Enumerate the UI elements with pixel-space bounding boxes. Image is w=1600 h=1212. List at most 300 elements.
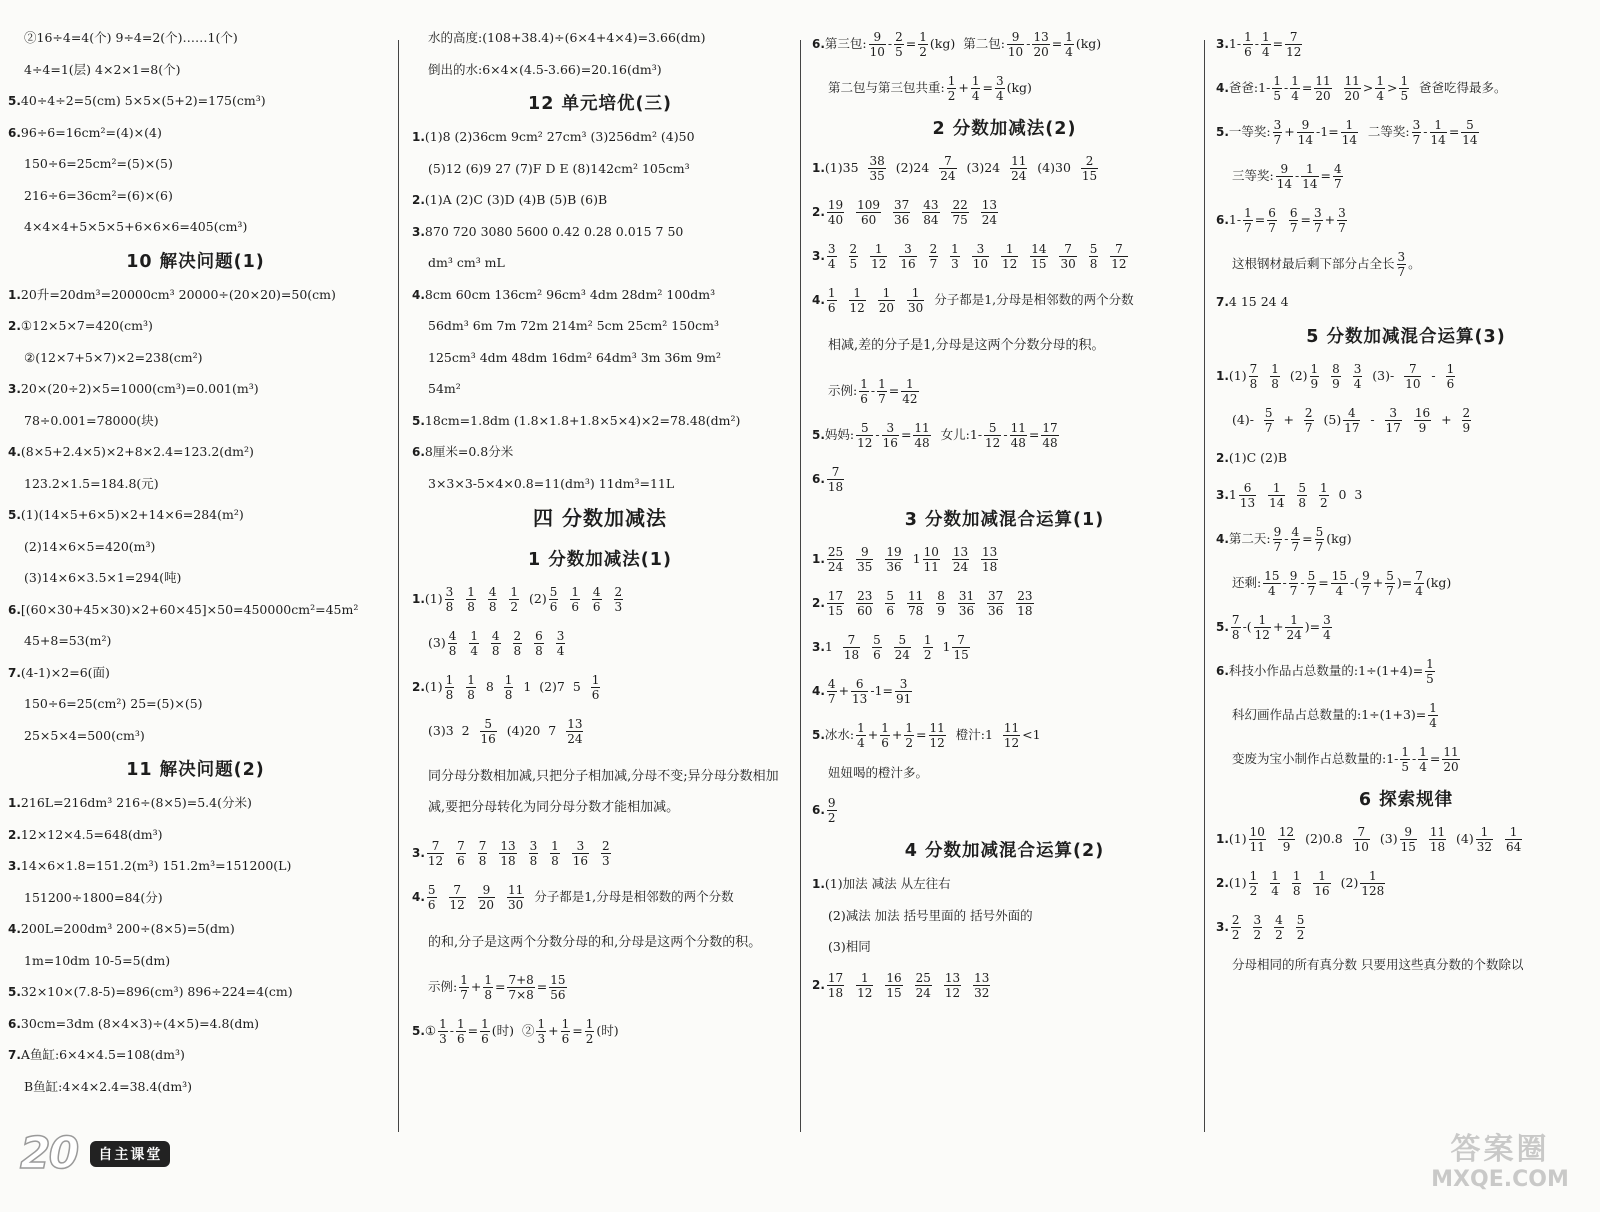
fraction-denominator: 8: [467, 688, 475, 702]
answer-text: (2): [1332, 875, 1359, 890]
fraction-numerator: 5: [549, 585, 558, 599]
fraction-denominator: 8: [535, 644, 543, 658]
fraction: [856, 198, 881, 227]
fraction-numerator: 1: [971, 74, 980, 88]
question-number: 6.: [812, 803, 825, 817]
question-number: 1.: [812, 551, 825, 566]
fraction: [1064, 30, 1074, 59]
answer-text: (8×5+2.4×5)×2+8×2.4=123.2(dm²): [20, 444, 254, 459]
question-number: 1.: [8, 796, 21, 810]
fraction-denominator: 8: [1089, 257, 1098, 271]
fraction-denominator: 12: [857, 985, 873, 1000]
fraction: [893, 198, 910, 227]
fraction-numerator: 1: [571, 585, 579, 599]
fraction-denominator: 9: [1282, 840, 1291, 854]
answer-text: 8: [477, 679, 502, 694]
fraction-denominator: 12: [449, 897, 465, 912]
fraction: [1110, 242, 1127, 271]
fraction: [1462, 406, 1472, 435]
answer-line: [812, 589, 1197, 618]
fraction-numerator: 4: [592, 585, 601, 599]
fraction-denominator: 30: [1060, 257, 1076, 271]
answer-text: 科幻画作品占总数量的:1÷(1+3)=: [1232, 707, 1427, 722]
answer-text: 216÷6=36cm²=(6)×(6): [24, 187, 173, 203]
fraction: [1399, 74, 1409, 103]
fraction: [1446, 362, 1456, 391]
fraction-denominator: 7: [1264, 420, 1273, 435]
fraction-denominator: 24: [1286, 628, 1302, 642]
fraction-denominator: 8: [478, 853, 487, 868]
fraction: [1310, 362, 1320, 391]
fraction: [1010, 421, 1027, 450]
answer-text: 这根钢材最后剩下部分占全长: [1232, 256, 1395, 271]
fraction-denominator: 12: [849, 301, 865, 315]
fraction-numerator: 1: [1400, 74, 1409, 88]
fraction-numerator: 9: [1400, 825, 1417, 840]
fraction-denominator: 2: [919, 45, 927, 59]
answer-text: [446, 845, 454, 860]
fraction: [827, 677, 837, 706]
fraction-numerator: 10: [1249, 825, 1265, 839]
answer-text: -1=: [1316, 124, 1339, 139]
fraction-numerator: 2: [895, 30, 903, 44]
question-number: 2.: [412, 680, 425, 694]
fraction-denominator: 30: [507, 897, 524, 912]
fraction-denominator: 9: [937, 603, 945, 618]
fraction: [958, 589, 975, 618]
answer-text: +: [1275, 411, 1302, 427]
fraction: [1253, 913, 1263, 942]
answer-text: [1282, 875, 1290, 890]
fraction-denominator: 12: [871, 257, 887, 271]
section-heading: 6 探索规律: [1358, 790, 1454, 810]
fraction-denominator: 4: [971, 89, 980, 103]
answer-line: [8, 795, 383, 811]
fraction-denominator: 7: [460, 988, 468, 1002]
fraction-numerator: 1: [457, 1017, 465, 1031]
fraction-denominator: 8: [1292, 884, 1301, 898]
fraction: [1442, 745, 1459, 774]
fraction-denominator: 60: [860, 213, 877, 227]
fraction: [1361, 569, 1371, 598]
answer-line: [812, 74, 1197, 103]
fraction-numerator: 9: [1007, 30, 1024, 45]
question-number: 6.: [812, 37, 825, 51]
question-number: 2.: [1216, 450, 1229, 465]
fraction-denominator: 48: [1010, 435, 1026, 450]
fraction-numerator: 5: [1264, 405, 1273, 420]
fraction: [849, 286, 866, 315]
fraction-denominator: 8: [529, 853, 538, 868]
answer-text: =: [1302, 531, 1313, 546]
answer-text: 40÷4÷2=5(cm) 5×5×(5+2)=175(cm³): [20, 93, 266, 108]
fraction: [1314, 74, 1331, 103]
fraction: [1360, 869, 1385, 898]
fraction-numerator: 5: [886, 588, 895, 603]
fraction-numerator: 7: [1353, 825, 1370, 840]
answer-line: [1216, 569, 1596, 598]
answer-text: (1)A (2)C (3)D (4)B (5)B (6)B: [424, 192, 608, 207]
answer-text: -: [1254, 36, 1259, 51]
answer-text: 1: [824, 638, 841, 654]
fraction-numerator: 9: [856, 545, 873, 560]
answer-text: (1)35: [824, 160, 867, 175]
fraction-numerator: 13: [500, 838, 516, 853]
answer-line: [412, 318, 788, 334]
answer-text: [1404, 412, 1412, 427]
fraction-denominator: 6: [457, 853, 465, 868]
answer-line: [8, 350, 383, 366]
fraction: [1322, 613, 1332, 642]
fraction: [1292, 869, 1302, 898]
answer-text: 32×10×(7.8-5)=896(cm³) 896÷224=4(cm): [20, 984, 293, 999]
fraction: [1285, 30, 1302, 59]
fraction-numerator: 1: [460, 973, 468, 987]
answer-line: [1216, 657, 1596, 686]
fraction: [438, 1017, 448, 1046]
answer-text: =: [1300, 212, 1311, 227]
fraction-denominator: 4: [1065, 45, 1073, 59]
answer-line: [812, 545, 1197, 574]
fraction-numerator: 1: [510, 585, 519, 599]
fraction: [614, 585, 624, 614]
fraction: [591, 673, 601, 702]
fraction: [952, 545, 969, 574]
fraction-numerator: 3: [899, 242, 916, 257]
answer-text: [1286, 919, 1294, 934]
answer-text: (时): [596, 1023, 619, 1038]
fraction: [1263, 569, 1280, 598]
fraction-numerator: 7: [1059, 242, 1076, 257]
fraction-denominator: 6: [886, 603, 895, 618]
fraction-numerator: 7+8: [508, 973, 534, 987]
fraction-numerator: 1: [591, 673, 600, 687]
answer-text: =: [494, 979, 506, 994]
fraction-numerator: 2: [602, 838, 610, 853]
answer-text: [497, 889, 505, 904]
fraction: [561, 1017, 571, 1046]
answer-text: 20升=20dm³=20000cm³ 20000÷(20×20)=50(cm): [20, 286, 336, 302]
fraction-denominator: 2: [947, 89, 956, 103]
column-2: [412, 30, 788, 1061]
fraction-denominator: 36: [958, 603, 975, 618]
question-number: 2.: [812, 205, 825, 219]
answer-text: (1): [424, 591, 443, 606]
fraction-numerator: 1: [1505, 825, 1522, 840]
answer-line: [1216, 206, 1596, 235]
fraction-numerator: 5: [1296, 913, 1305, 927]
fraction-numerator: 7: [1415, 569, 1423, 583]
column-1: [8, 30, 383, 1110]
fraction: [469, 629, 479, 658]
answer-text: A鱼缸:6×4×4.5=108(dm³): [20, 1047, 185, 1062]
question-number: 4.: [1216, 81, 1229, 95]
fraction: [1430, 118, 1447, 147]
fraction-denominator: 4: [1353, 376, 1362, 391]
fraction-denominator: 48: [1042, 435, 1058, 450]
fraction-denominator: 20: [1315, 89, 1331, 103]
answer-line: [8, 30, 383, 46]
answer-text: 冰水:: [824, 726, 855, 742]
fraction: [1030, 242, 1047, 271]
fraction-denominator: 4: [1376, 89, 1384, 103]
fraction: [895, 677, 912, 706]
answer-text: =: [1429, 751, 1441, 766]
fraction-denominator: 7×8: [508, 988, 534, 1002]
fraction-numerator: 1: [551, 838, 559, 853]
answer-text: [1334, 80, 1342, 95]
answer-text: 水的高度:(108+38.4)÷(6×4+4×4)=3.66(dm): [428, 30, 706, 45]
fraction-numerator: 4: [1334, 162, 1342, 176]
fraction-denominator: 35: [857, 559, 873, 574]
answer-text: (3)14×6×3.5×1=294(吨): [24, 570, 182, 585]
answer-line: [412, 224, 788, 240]
answer-line: [812, 242, 1197, 271]
fraction-numerator: 4: [488, 585, 497, 599]
answer-line: [8, 381, 383, 397]
answer-text: [524, 635, 532, 650]
fraction: [827, 545, 844, 574]
question-number: 3.: [1216, 37, 1229, 51]
answer-text: (2)24: [887, 160, 938, 175]
answer-line: [8, 665, 383, 681]
answer-text: 。: [1408, 256, 1421, 271]
fraction-numerator: 1: [1429, 701, 1437, 715]
fraction-numerator: 17: [1042, 420, 1058, 435]
question-number: 2.: [812, 977, 825, 992]
question-number: 1.: [1216, 368, 1229, 383]
answer-line: [8, 570, 383, 586]
fraction-numerator: 2: [1081, 154, 1098, 169]
answer-line: [812, 198, 1197, 227]
watermark-url: MXQE.COM: [1431, 1167, 1569, 1192]
answer-line: [412, 883, 788, 912]
fraction-numerator: 5: [480, 717, 497, 732]
answer-text: [934, 977, 942, 992]
fraction: [870, 242, 887, 271]
fraction: [1270, 869, 1280, 898]
answer-text: [1303, 875, 1311, 890]
answer-text: ①: [424, 1023, 437, 1038]
answer-text: [1050, 248, 1058, 263]
fraction-numerator: 7: [457, 838, 465, 853]
fraction-numerator: 2: [1462, 405, 1471, 420]
answer-text: (kg): [1075, 36, 1102, 51]
fraction-denominator: 18: [982, 559, 998, 574]
fraction: [1289, 569, 1299, 598]
fraction-denominator: 10: [1353, 840, 1369, 854]
fraction: [1239, 481, 1256, 510]
fraction: [1461, 118, 1478, 147]
answer-text: +: [470, 979, 482, 994]
fraction-denominator: 12: [1254, 628, 1270, 642]
fraction-numerator: 22: [952, 198, 968, 212]
fraction-denominator: 20: [478, 897, 495, 912]
fraction-numerator: 1: [905, 720, 914, 735]
answer-text: [456, 679, 464, 694]
fraction-numerator: 13: [1033, 30, 1049, 44]
question-number: 6.: [812, 471, 825, 486]
answer-text: -(: [1350, 575, 1360, 590]
section-heading: 4 分数加减混合运算(2): [904, 841, 1105, 861]
answer-text: [1309, 487, 1317, 502]
answer-text: [503, 635, 511, 650]
answer-text: 12×12×4.5=648(dm³): [20, 826, 163, 842]
fraction-numerator: 1: [1065, 30, 1073, 44]
fraction: [1385, 569, 1395, 598]
fraction-denominator: 10: [1405, 376, 1421, 391]
answer-text: =: [900, 426, 912, 442]
fraction: [1254, 613, 1271, 642]
answer-text: [1321, 368, 1329, 383]
fraction: [1341, 118, 1358, 147]
fraction-denominator: 2: [905, 735, 914, 750]
answer-text: [1279, 212, 1287, 227]
fraction-denominator: 12: [985, 435, 1001, 450]
answer-text: -: [1026, 36, 1031, 51]
answer-text: =: [572, 1023, 583, 1038]
fraction: [1278, 825, 1295, 854]
fraction-numerator: 11: [507, 882, 524, 897]
answer-text: [1260, 875, 1268, 890]
fraction-numerator: 1: [484, 973, 492, 987]
answer-text: [1258, 487, 1266, 502]
fraction-denominator: 6: [561, 1032, 570, 1046]
fraction-denominator: 8: [467, 600, 475, 614]
answer-line: [412, 585, 788, 614]
fraction: [1243, 206, 1253, 235]
answer-line: [812, 154, 1197, 183]
fraction-numerator: 1: [1376, 74, 1384, 88]
fraction-denominator: 14: [1297, 133, 1314, 147]
answer-text: 151200÷1800=84(分): [24, 889, 163, 905]
fraction-numerator: 7: [1231, 613, 1240, 627]
answer-text: ②(12×7+5×7)×2=238(cm²): [24, 349, 203, 365]
fraction-numerator: 7: [952, 633, 969, 648]
fraction-numerator: 6: [1239, 481, 1256, 496]
answer-text: 125cm³ 4dm 48dm 16dm² 64dm³ 3m 36m 9m²: [428, 349, 722, 365]
fraction-denominator: 56: [550, 988, 566, 1002]
question-number: 5.: [1216, 620, 1229, 634]
fraction-denominator: 8: [488, 600, 497, 614]
answer-line: [812, 633, 1197, 662]
answer-line: [8, 62, 383, 78]
brand-badge: 自主课堂: [90, 1141, 170, 1167]
fraction-denominator: 16: [1314, 884, 1330, 898]
fraction-numerator: 11: [1011, 154, 1027, 168]
fraction-numerator: 3: [972, 242, 989, 257]
fraction-denominator: 7: [1307, 584, 1316, 598]
answer-line: [1216, 869, 1596, 898]
answer-line: [812, 939, 1197, 955]
fraction-denominator: 7: [1362, 584, 1370, 598]
fraction: [1297, 481, 1307, 510]
fraction-numerator: 37: [894, 198, 910, 212]
answer-line: [1216, 913, 1596, 942]
fraction-denominator: 12: [427, 853, 444, 868]
fraction-denominator: 7: [1315, 540, 1324, 554]
fraction-denominator: 24: [940, 169, 956, 183]
fraction-denominator: 6: [827, 301, 836, 315]
answer-line: [812, 876, 1197, 892]
answer-text: 示例:: [828, 382, 858, 398]
fraction-denominator: 84: [923, 213, 939, 227]
fraction-numerator: 3: [529, 838, 538, 853]
fraction-numerator: 2: [849, 242, 858, 256]
answer-text: [940, 248, 948, 263]
answer-text: 96÷6=16cm²=(4)×(4): [20, 124, 162, 140]
fraction-numerator: 13: [567, 717, 583, 731]
fraction-numerator: 1: [439, 1017, 447, 1031]
section-heading: 5 分数加减混合运算(3): [1306, 326, 1506, 347]
answer-text: -: [1362, 411, 1383, 427]
fraction: [1418, 745, 1428, 774]
fraction: [488, 585, 498, 614]
fraction-denominator: 4: [827, 257, 836, 271]
fraction: [1010, 154, 1027, 183]
answer-text: =: [1051, 36, 1063, 51]
fraction-denominator: 12: [1111, 257, 1127, 271]
answer-line: [812, 30, 1197, 59]
answer-text: -: [1284, 531, 1289, 546]
answer-line: [8, 1016, 383, 1032]
fraction: [856, 589, 873, 618]
fraction: [427, 839, 444, 868]
answer-line: [1216, 118, 1596, 147]
question-number: 4.: [412, 287, 425, 302]
answer-line: [8, 219, 383, 235]
fraction: [1089, 242, 1099, 271]
answer-line: [812, 286, 1197, 315]
fraction-numerator: 38: [869, 154, 885, 168]
fraction: [868, 154, 885, 183]
fraction: [894, 30, 904, 59]
answer-line: [8, 318, 383, 334]
question-number: 3.: [412, 224, 425, 239]
answer-text: 爸爸:1-: [1228, 80, 1271, 95]
answer-text: (1)8 (2)36cm 9cm² 27cm³ (3)256dm² (4)50: [424, 129, 695, 144]
fraction-denominator: 15: [1031, 257, 1047, 271]
fraction-numerator: 2: [513, 629, 522, 643]
question-number: 7.: [1216, 295, 1229, 309]
answer-text: 变废为宝小制作占总数量的:1-: [1232, 751, 1399, 766]
answer-line: [412, 129, 788, 145]
fraction-numerator: 6: [535, 629, 543, 643]
answer-text: [913, 639, 921, 654]
fraction-numerator: 7: [1110, 242, 1127, 257]
answer-text: (kg) 第二包:: [929, 36, 1005, 51]
fraction: [1290, 74, 1300, 103]
answer-text: [1268, 831, 1276, 846]
answer-text: [839, 292, 847, 307]
answer-text: 妞妞喝的橙汁多。: [828, 764, 929, 780]
fraction-numerator: 1: [1292, 869, 1301, 883]
fraction-numerator: 3: [1323, 613, 1331, 627]
answer-line: [412, 629, 788, 658]
fraction: [827, 971, 844, 1000]
fraction: [947, 74, 957, 103]
answer-text: 分子都是1,分母是相邻数的两个分数: [926, 292, 1134, 307]
answer-text: 一等奖:: [1228, 124, 1271, 139]
fraction-denominator: 20: [1033, 45, 1049, 59]
fraction-numerator: 16: [1414, 405, 1431, 420]
fraction-numerator: 3: [1253, 913, 1262, 927]
fraction-denominator: 3: [602, 853, 610, 868]
answer-text: 分子都是1,分母是相邻数的两个分数: [526, 888, 734, 904]
fraction: [445, 585, 455, 614]
answer-text: [546, 635, 554, 650]
answer-text: -: [1283, 80, 1289, 95]
